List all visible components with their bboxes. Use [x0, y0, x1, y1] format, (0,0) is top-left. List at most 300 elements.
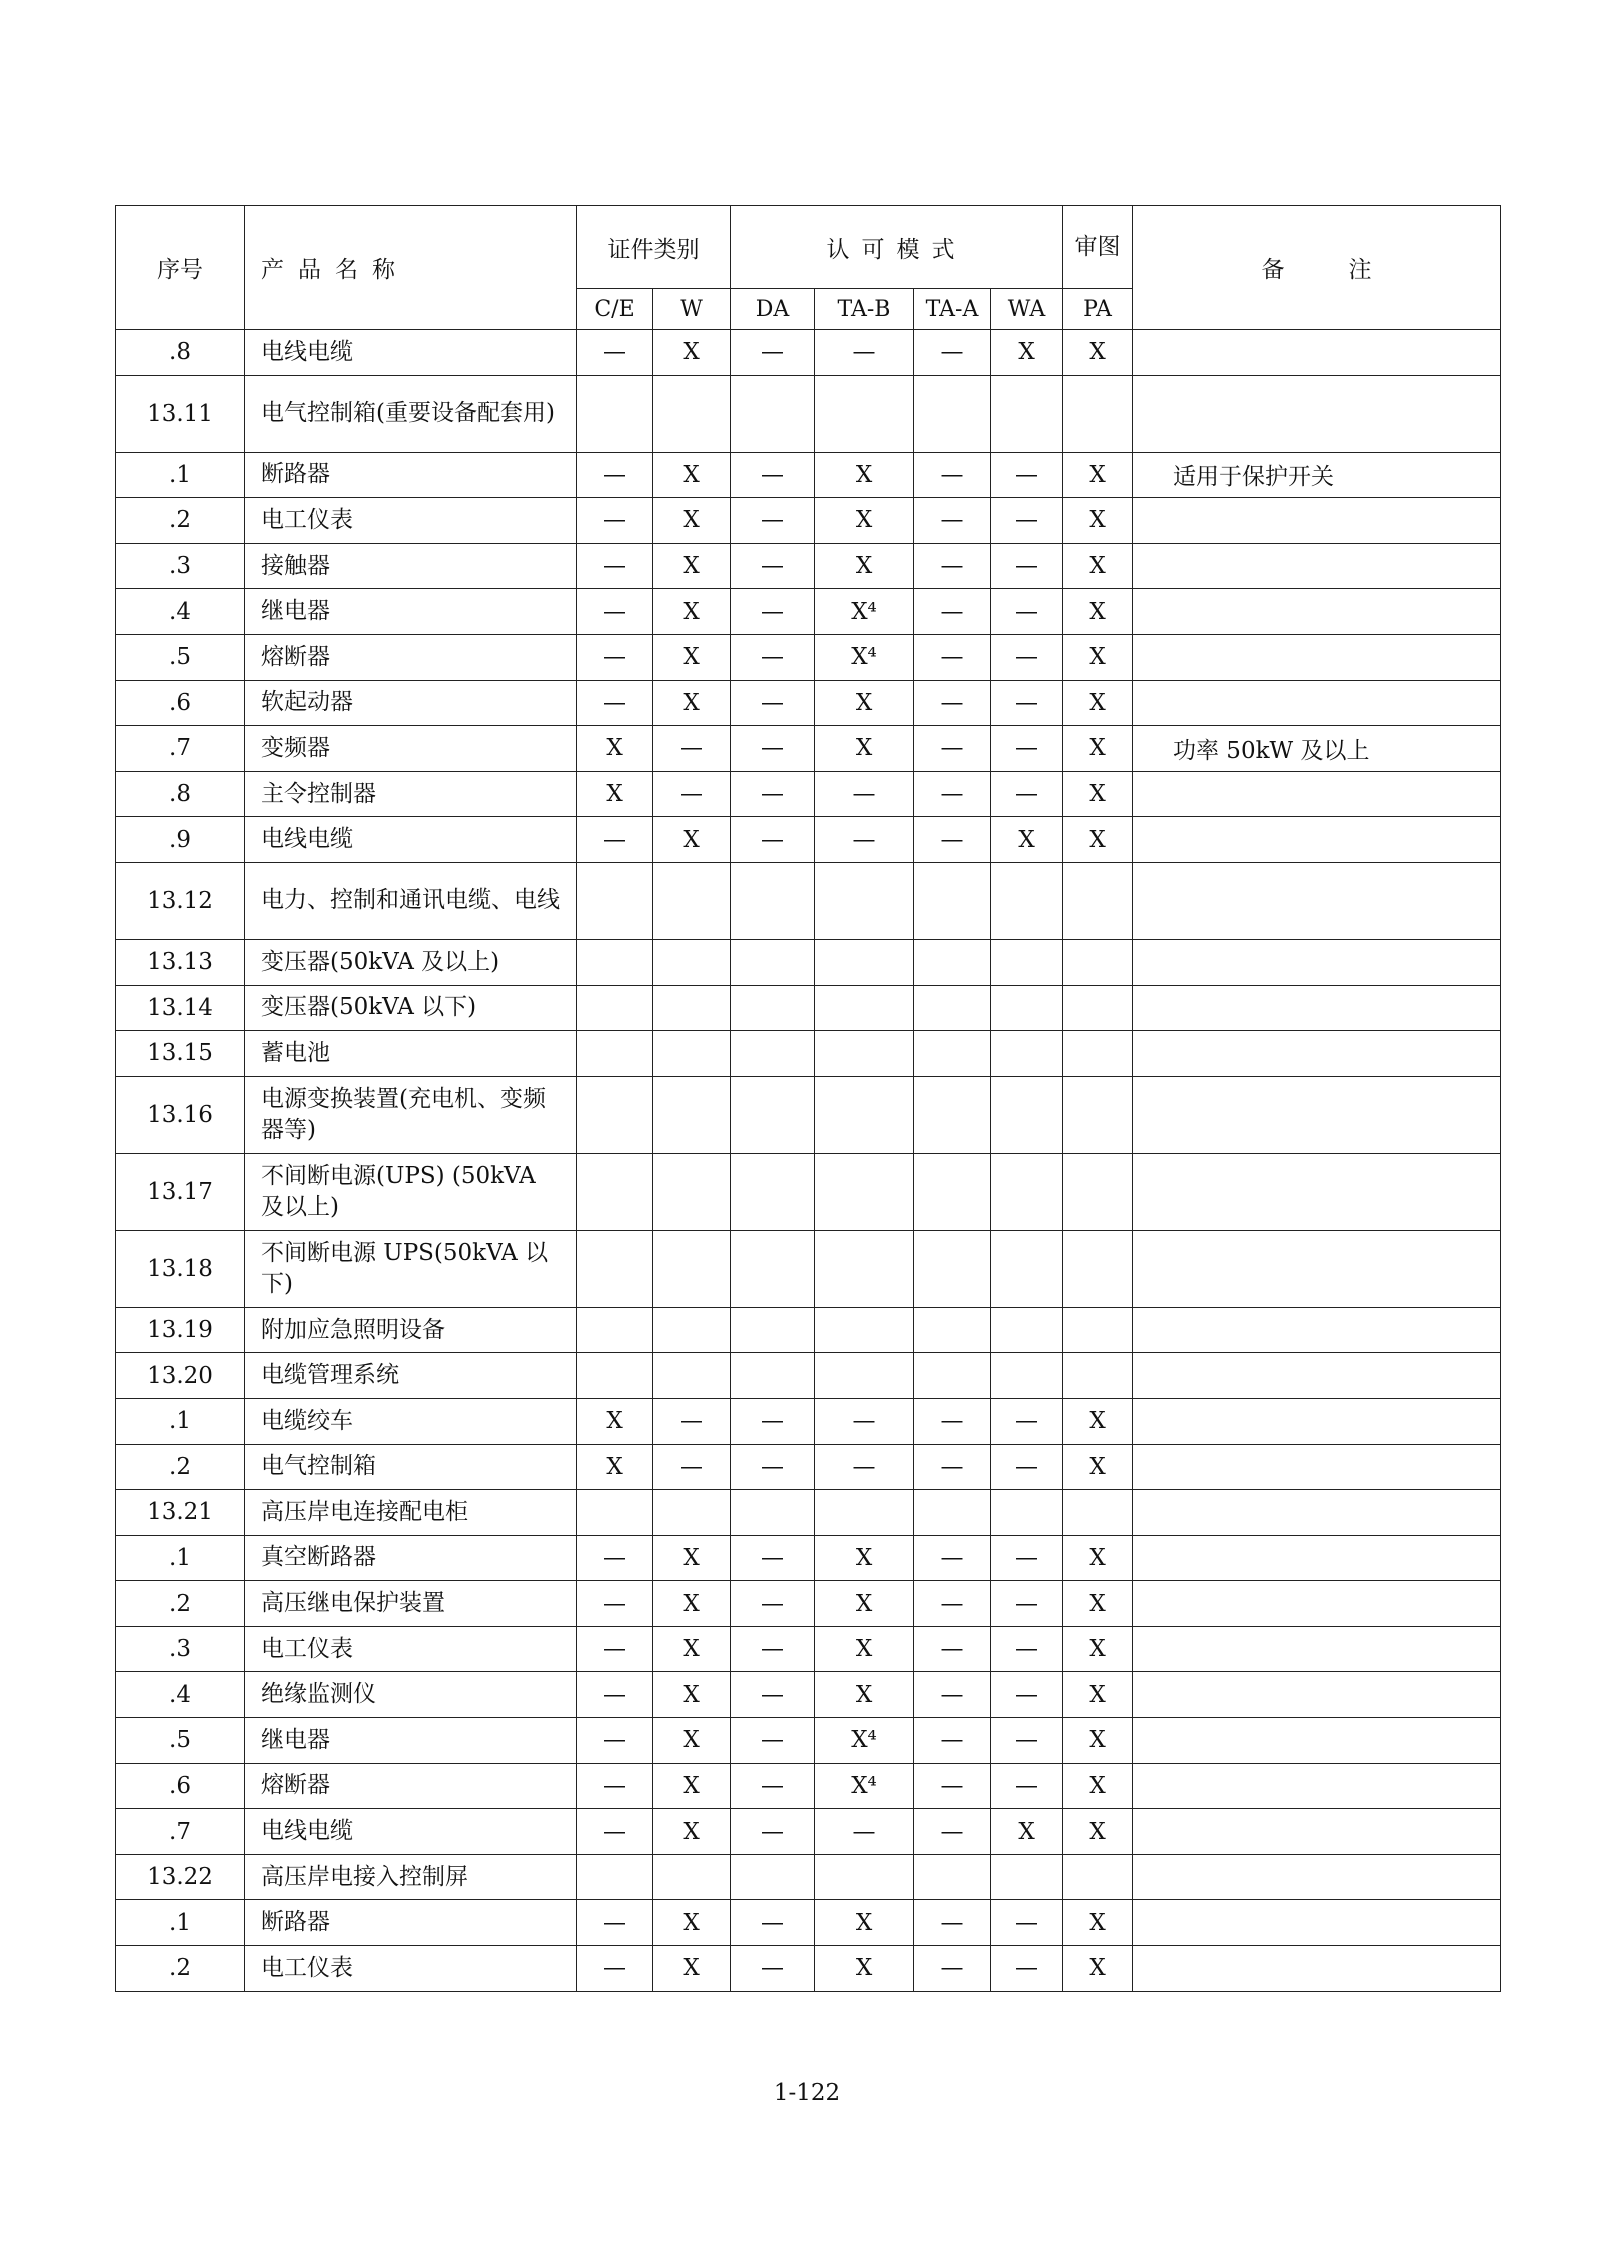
row-cell-ta-a: —: [914, 498, 991, 544]
row-cell-ce: [577, 939, 653, 985]
row-cell-wa: —: [991, 1946, 1063, 1992]
header-sub-ta-b: TA-B: [815, 289, 914, 330]
row-cell-pa: [1063, 1076, 1133, 1153]
row-cell-ce: —: [577, 1672, 653, 1718]
row-cell-w: X: [653, 1718, 731, 1764]
row-cell-ta-b: X: [815, 452, 914, 498]
row-cell-ta-b: —: [815, 1809, 914, 1855]
row-remark: [1133, 589, 1501, 635]
row-remark: [1133, 771, 1501, 817]
row-cell-ta-b: X: [815, 680, 914, 726]
row-cell-w: [653, 1353, 731, 1399]
row-seq: .1: [116, 452, 245, 498]
row-cell-wa: [991, 1490, 1063, 1536]
row-cell-ta-b: X: [815, 1672, 914, 1718]
row-cell-wa: —: [991, 1900, 1063, 1946]
row-seq: .1: [116, 1535, 245, 1581]
row-cell-ce: —: [577, 1946, 653, 1992]
row-cell-ce: [577, 375, 653, 452]
row-cell-da: —: [731, 1718, 815, 1764]
row-seq: 13.18: [116, 1230, 245, 1307]
row-cell-ta-b: —: [815, 330, 914, 376]
row-cell-ce: [577, 1854, 653, 1900]
row-cell-ta-a: —: [914, 817, 991, 863]
row-product-name: 电工仪表: [245, 1626, 577, 1672]
row-cell-w: [653, 1307, 731, 1353]
row-cell-wa: [991, 862, 1063, 939]
row-cell-da: [731, 1854, 815, 1900]
row-cell-ce: [577, 1307, 653, 1353]
row-remark: [1133, 862, 1501, 939]
row-product-name: 真空断路器: [245, 1535, 577, 1581]
row-remark: [1133, 1581, 1501, 1627]
row-cell-wa: —: [991, 452, 1063, 498]
row-cell-ta-a: [914, 1031, 991, 1077]
row-remark: [1133, 1809, 1501, 1855]
row-cell-ta-a: —: [914, 1809, 991, 1855]
row-cell-pa: [1063, 1307, 1133, 1353]
row-seq: 13.12: [116, 862, 245, 939]
row-remark: [1133, 375, 1501, 452]
row-cell-ce: —: [577, 634, 653, 680]
row-cell-w: X: [653, 1626, 731, 1672]
row-seq: .3: [116, 543, 245, 589]
row-remark: [1133, 985, 1501, 1031]
row-seq: .3: [116, 1626, 245, 1672]
row-cell-da: —: [731, 771, 815, 817]
row-cell-pa: [1063, 375, 1133, 452]
row-cell-w: [653, 375, 731, 452]
header-seq: 序号: [116, 206, 245, 330]
table-row: [116, 1031, 1501, 1077]
row-cell-ta-b: X⁴: [815, 1718, 914, 1764]
row-cell-pa: [1063, 1353, 1133, 1399]
row-remark: [1133, 1031, 1501, 1077]
row-cell-pa: X: [1063, 1581, 1133, 1627]
row-product-name: 电气控制箱: [245, 1444, 577, 1490]
row-seq: .9: [116, 817, 245, 863]
row-cell-wa: —: [991, 1535, 1063, 1581]
row-seq: .4: [116, 589, 245, 635]
table-row: [116, 452, 1501, 498]
row-cell-pa: X: [1063, 680, 1133, 726]
table-row: [116, 939, 1501, 985]
row-cell-ta-a: —: [914, 634, 991, 680]
row-product-name: 熔断器: [245, 634, 577, 680]
row-cell-w: X: [653, 330, 731, 376]
row-product-name: 继电器: [245, 1718, 577, 1764]
table-header: [116, 206, 1501, 330]
table-row: [116, 1490, 1501, 1536]
row-cell-ta-b: —: [815, 817, 914, 863]
row-cell-ce: [577, 1490, 653, 1536]
table-row: [116, 1900, 1501, 1946]
row-cell-da: —: [731, 1398, 815, 1444]
row-seq: .1: [116, 1398, 245, 1444]
row-cell-ta-b: X: [815, 1535, 914, 1581]
row-cell-ce: —: [577, 680, 653, 726]
row-cell-pa: X: [1063, 726, 1133, 772]
row-cell-wa: [991, 1153, 1063, 1230]
row-cell-wa: —: [991, 1718, 1063, 1764]
row-cell-pa: X: [1063, 1763, 1133, 1809]
row-cell-w: X: [653, 1672, 731, 1718]
row-cell-ta-b: —: [815, 1444, 914, 1490]
row-cell-ta-a: —: [914, 1626, 991, 1672]
row-cell-pa: X: [1063, 1398, 1133, 1444]
row-seq: .1: [116, 1900, 245, 1946]
row-cell-ta-a: [914, 939, 991, 985]
row-remark: [1133, 1490, 1501, 1536]
row-cell-w: [653, 1230, 731, 1307]
table-row: [116, 1230, 1501, 1307]
row-cell-wa: [991, 985, 1063, 1031]
row-cell-wa: —: [991, 726, 1063, 772]
row-seq: 13.14: [116, 985, 245, 1031]
header-sub-pa: PA: [1063, 289, 1133, 330]
row-cell-pa: X: [1063, 1535, 1133, 1581]
row-seq: 13.19: [116, 1307, 245, 1353]
row-cell-w: X: [653, 543, 731, 589]
row-cell-ta-a: [914, 1230, 991, 1307]
row-remark: [1133, 1353, 1501, 1399]
row-cell-w: X: [653, 680, 731, 726]
row-seq: 13.13: [116, 939, 245, 985]
header-name: 产品名称: [245, 206, 577, 330]
row-cell-ta-b: [815, 1353, 914, 1399]
row-cell-w: [653, 862, 731, 939]
row-cell-da: —: [731, 1626, 815, 1672]
row-cell-ce: —: [577, 1763, 653, 1809]
header-sub-da: DA: [731, 289, 815, 330]
row-cell-ce: [577, 1353, 653, 1399]
row-cell-ta-a: —: [914, 1444, 991, 1490]
row-cell-pa: X: [1063, 634, 1133, 680]
row-cell-w: X: [653, 634, 731, 680]
row-cell-da: —: [731, 1581, 815, 1627]
row-remark: [1133, 543, 1501, 589]
row-product-name: 电缆管理系统: [245, 1353, 577, 1399]
row-cell-ta-b: X: [815, 1900, 914, 1946]
row-seq: .8: [116, 771, 245, 817]
row-cell-pa: X: [1063, 452, 1133, 498]
row-cell-w: [653, 1031, 731, 1077]
row-cell-pa: X: [1063, 498, 1133, 544]
row-cell-pa: [1063, 1854, 1133, 1900]
approval-table: [115, 205, 1501, 1992]
row-remark: [1133, 1398, 1501, 1444]
row-cell-wa: [991, 939, 1063, 985]
row-remark: [1133, 498, 1501, 544]
row-cell-da: —: [731, 589, 815, 635]
row-seq: 13.15: [116, 1031, 245, 1077]
row-seq: .2: [116, 498, 245, 544]
table-row: [116, 985, 1501, 1031]
row-cell-wa: —: [991, 1626, 1063, 1672]
row-cell-ce: —: [577, 1718, 653, 1764]
row-cell-da: —: [731, 330, 815, 376]
row-cell-ta-b: [815, 1076, 914, 1153]
row-cell-da: —: [731, 726, 815, 772]
row-cell-w: —: [653, 726, 731, 772]
row-cell-da: —: [731, 817, 815, 863]
row-seq: .2: [116, 1444, 245, 1490]
row-cell-ta-b: X: [815, 1626, 914, 1672]
row-cell-ce: [577, 985, 653, 1031]
table-row: [116, 1076, 1501, 1153]
row-cell-da: —: [731, 452, 815, 498]
table-row: [116, 1854, 1501, 1900]
row-cell-ce: [577, 862, 653, 939]
row-product-name: 电力、控制和通讯电缆、电线: [245, 862, 577, 939]
row-cell-da: —: [731, 1763, 815, 1809]
row-cell-ce: —: [577, 589, 653, 635]
row-cell-ta-a: —: [914, 1672, 991, 1718]
row-cell-ta-a: [914, 375, 991, 452]
row-cell-ta-a: —: [914, 726, 991, 772]
row-seq: 13.16: [116, 1076, 245, 1153]
header-approval-mode: 认可模式: [731, 206, 1063, 289]
row-cell-da: —: [731, 1900, 815, 1946]
row-product-name: 高压岸电连接配电柜: [245, 1490, 577, 1536]
row-cell-ta-b: [815, 1307, 914, 1353]
table-row: [116, 1353, 1501, 1399]
row-product-name: 主令控制器: [245, 771, 577, 817]
row-cell-ta-b: —: [815, 771, 914, 817]
row-remark: [1133, 1900, 1501, 1946]
table-row: [116, 589, 1501, 635]
row-cell-ce: [577, 1031, 653, 1077]
row-cell-wa: [991, 1854, 1063, 1900]
row-cell-wa: [991, 1031, 1063, 1077]
table-row: [116, 726, 1501, 772]
row-cell-ta-b: —: [815, 1398, 914, 1444]
table-row: [116, 1718, 1501, 1764]
row-cell-wa: —: [991, 543, 1063, 589]
row-cell-da: [731, 1353, 815, 1399]
row-remark: 功率 50kW 及以上: [1133, 726, 1501, 772]
row-cell-pa: [1063, 1153, 1133, 1230]
row-cell-w: X: [653, 1535, 731, 1581]
row-product-name: 电气控制箱(重要设备配套用): [245, 375, 577, 452]
row-seq: 13.11: [116, 375, 245, 452]
row-cell-wa: [991, 1076, 1063, 1153]
row-cell-wa: X: [991, 1809, 1063, 1855]
header-review: 审图: [1063, 206, 1133, 289]
row-product-name: 接触器: [245, 543, 577, 589]
table-body: [116, 330, 1501, 1992]
row-remark: [1133, 1444, 1501, 1490]
row-cell-w: —: [653, 1444, 731, 1490]
row-cell-ta-a: —: [914, 1535, 991, 1581]
row-product-name: 电线电缆: [245, 817, 577, 863]
row-cell-ta-a: [914, 985, 991, 1031]
row-cell-wa: —: [991, 680, 1063, 726]
row-seq: .8: [116, 330, 245, 376]
table-row: [116, 771, 1501, 817]
row-cell-ce: —: [577, 543, 653, 589]
row-cell-ce: —: [577, 1581, 653, 1627]
table-row: [116, 862, 1501, 939]
row-remark: [1133, 1535, 1501, 1581]
row-cell-wa: X: [991, 817, 1063, 863]
row-cell-ta-b: [815, 939, 914, 985]
row-seq: .5: [116, 634, 245, 680]
row-cell-ta-a: —: [914, 330, 991, 376]
row-remark: [1133, 1763, 1501, 1809]
row-cell-ta-b: [815, 862, 914, 939]
row-cell-wa: —: [991, 1672, 1063, 1718]
row-cell-pa: X: [1063, 817, 1133, 863]
table-row: [116, 817, 1501, 863]
row-product-name: 蓄电池: [245, 1031, 577, 1077]
row-cell-wa: [991, 375, 1063, 452]
header-sub-ta-a: TA-A: [914, 289, 991, 330]
table-row: [116, 1581, 1501, 1627]
row-cell-wa: [991, 1230, 1063, 1307]
row-seq: .7: [116, 1809, 245, 1855]
row-cell-w: X: [653, 1946, 731, 1992]
row-cell-ta-a: —: [914, 680, 991, 726]
row-cell-ta-a: [914, 1353, 991, 1399]
row-cell-da: [731, 1031, 815, 1077]
table-row: [116, 543, 1501, 589]
row-cell-da: —: [731, 543, 815, 589]
row-remark: [1133, 1718, 1501, 1764]
row-cell-ta-b: X: [815, 543, 914, 589]
row-cell-da: [731, 1307, 815, 1353]
page-number: 1-122: [773, 2080, 841, 2106]
row-remark: [1133, 680, 1501, 726]
row-remark: [1133, 1626, 1501, 1672]
table-row: [116, 330, 1501, 376]
row-cell-w: X: [653, 1809, 731, 1855]
row-cell-ce: —: [577, 1900, 653, 1946]
row-cell-ta-a: —: [914, 1718, 991, 1764]
row-remark: [1133, 817, 1501, 863]
row-cell-ce: [577, 1153, 653, 1230]
row-cell-ta-a: —: [914, 543, 991, 589]
row-cell-ta-a: —: [914, 1763, 991, 1809]
row-cell-ta-a: [914, 1854, 991, 1900]
row-cell-ce: —: [577, 1626, 653, 1672]
row-cell-w: X: [653, 1763, 731, 1809]
table-row: [116, 498, 1501, 544]
row-seq: .7: [116, 726, 245, 772]
table-row: [116, 1672, 1501, 1718]
row-cell-ta-a: —: [914, 1946, 991, 1992]
row-cell-ce: —: [577, 498, 653, 544]
row-seq: .6: [116, 1763, 245, 1809]
row-cell-pa: X: [1063, 589, 1133, 635]
row-seq: 13.22: [116, 1854, 245, 1900]
table-row: [116, 1763, 1501, 1809]
row-cell-pa: X: [1063, 1900, 1133, 1946]
row-cell-ta-b: X⁴: [815, 634, 914, 680]
header-sub-w: W: [653, 289, 731, 330]
row-cell-ce: —: [577, 817, 653, 863]
table-row: [116, 1307, 1501, 1353]
row-cell-da: [731, 1076, 815, 1153]
row-cell-da: —: [731, 1809, 815, 1855]
row-cell-ce: —: [577, 452, 653, 498]
table-row: [116, 1626, 1501, 1672]
row-cell-wa: —: [991, 771, 1063, 817]
row-cell-ta-a: —: [914, 771, 991, 817]
row-cell-ta-a: —: [914, 1581, 991, 1627]
row-remark: [1133, 939, 1501, 985]
row-cell-w: [653, 939, 731, 985]
row-cell-da: [731, 939, 815, 985]
row-cell-w: X: [653, 1581, 731, 1627]
row-cell-w: X: [653, 589, 731, 635]
row-cell-da: [731, 1230, 815, 1307]
row-cell-wa: [991, 1353, 1063, 1399]
row-cell-w: [653, 1490, 731, 1536]
row-cell-ta-b: [815, 985, 914, 1031]
row-cell-wa: [991, 1307, 1063, 1353]
row-cell-da: —: [731, 498, 815, 544]
row-cell-w: —: [653, 771, 731, 817]
row-cell-ta-a: —: [914, 1900, 991, 1946]
row-cell-ce: —: [577, 330, 653, 376]
row-cell-ta-b: X: [815, 726, 914, 772]
table-row: [116, 634, 1501, 680]
row-remark: [1133, 1230, 1501, 1307]
row-cell-pa: [1063, 1490, 1133, 1536]
row-cell-wa: —: [991, 1581, 1063, 1627]
row-cell-ta-b: X⁴: [815, 589, 914, 635]
row-cell-da: —: [731, 680, 815, 726]
row-cell-ta-a: [914, 1076, 991, 1153]
row-cell-pa: X: [1063, 1946, 1133, 1992]
row-cell-ta-a: —: [914, 1398, 991, 1444]
row-cell-w: [653, 1076, 731, 1153]
table-row: [116, 1153, 1501, 1230]
row-cell-w: [653, 985, 731, 1031]
row-product-name: 不间断电源(UPS) (50kVA 及以上): [245, 1153, 577, 1230]
row-remark: [1133, 330, 1501, 376]
row-cell-w: [653, 1854, 731, 1900]
row-cell-pa: X: [1063, 1718, 1133, 1764]
row-cell-wa: —: [991, 634, 1063, 680]
row-cell-ta-a: [914, 1153, 991, 1230]
row-product-name: 高压岸电接入控制屏: [245, 1854, 577, 1900]
row-cell-ce: —: [577, 1809, 653, 1855]
row-cell-ta-b: X⁴: [815, 1763, 914, 1809]
row-remark: 适用于保护开关: [1133, 452, 1501, 498]
row-product-name: 电线电缆: [245, 330, 577, 376]
row-cell-da: [731, 1153, 815, 1230]
row-product-name: 变压器(50kVA 及以上): [245, 939, 577, 985]
row-cell-pa: [1063, 985, 1133, 1031]
row-cell-ta-b: X: [815, 1946, 914, 1992]
row-remark: [1133, 1946, 1501, 1992]
row-cell-w: X: [653, 817, 731, 863]
row-cell-pa: [1063, 939, 1133, 985]
row-cell-pa: X: [1063, 1444, 1133, 1490]
table-row: [116, 680, 1501, 726]
row-cell-wa: X: [991, 330, 1063, 376]
row-product-name: 软起动器: [245, 680, 577, 726]
row-cell-ce: X: [577, 1444, 653, 1490]
row-cell-w: X: [653, 452, 731, 498]
table-row: [116, 1444, 1501, 1490]
header-remark: 备注: [1133, 206, 1501, 330]
row-cell-da: —: [731, 1535, 815, 1581]
row-product-name: 高压继电保护装置: [245, 1581, 577, 1627]
row-product-name: 电线电缆: [245, 1809, 577, 1855]
